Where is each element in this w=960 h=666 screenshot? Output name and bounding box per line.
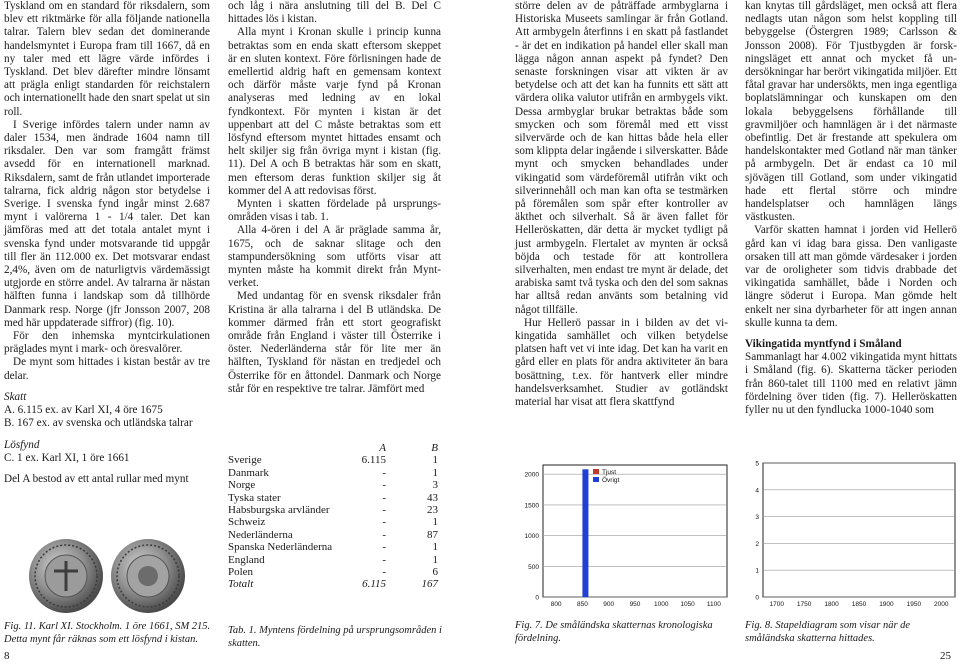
cell-b: 167 <box>421 578 438 591</box>
cell-b: 1 <box>432 466 438 479</box>
cell-name: Spanska Nederländerna <box>228 541 333 554</box>
cell-b: 1 <box>432 553 438 566</box>
list-item: B. 167 ex. av svenska och utländska talrar <box>4 417 193 430</box>
table-row <box>228 529 438 541</box>
cell-name: Sverige <box>228 454 262 467</box>
x-tick-label: 1700 <box>769 601 784 608</box>
subheading-losfynd: Lösfynd <box>4 438 40 451</box>
y-tick-label: 5 <box>755 460 759 468</box>
cell-a: - <box>382 516 386 529</box>
paragraph: Tyskland om en standard för riksdalern, som blev ett riktmärke för alla följande nationella talrar. Talern blev sedan det dominerande handelsmyntet i Europa fram till 1667, då en ny taler med ett lägre värde infördes i Tyskland. Det blev därefter mindre lönsamt att prägla enligt standarden för reichstalern och internationellt hade den snart spelat ut sin roll. <box>4 0 210 118</box>
paragraph: Del A bestod av ett antal rullar med mynt <box>4 472 189 485</box>
col-header-b: B <box>431 442 438 454</box>
cell-b: 43 <box>427 491 438 504</box>
table-row-total <box>228 578 438 590</box>
cell-a: - <box>382 566 386 579</box>
table-row <box>228 541 438 553</box>
plot-area <box>763 463 955 597</box>
fig7-chart <box>513 455 733 616</box>
table-row <box>228 467 438 479</box>
paragraph: Sammanlagt har 4.002 vikingatida mynt hittats i Småland (fig. 6). Skatterna täcker perioden från 860-talet till 1100 med en relativt jämn fördelning över tiden (fig. 7). Helleröskatten fyller nu ut den fyndlucka 1000-1040 som <box>745 351 957 417</box>
table-row <box>228 492 438 504</box>
page-number-left: 8 <box>4 650 10 662</box>
x-tick-label: 850 <box>576 601 588 608</box>
y-tick-label: 500 <box>528 563 539 571</box>
fig7-chart-svg <box>513 455 733 611</box>
cell-name: Danmark <box>228 466 269 479</box>
x-tick-label: 1050 <box>680 601 695 608</box>
coin-obverse <box>29 539 103 613</box>
table-1 <box>228 442 438 591</box>
cell-name: Nederländerna <box>228 528 293 541</box>
cell-name: Polen <box>228 566 254 579</box>
column-3 <box>515 0 728 409</box>
cell-name: Tyska stater <box>228 491 281 504</box>
paragraph: I Sverige infördes talern under namn av daler 1534, men ändrade 1604 namn till riksdaler. Den var som framgått främst avsedd för en internationell marknad. Riksdalern, samt de från utlandet importerade talrarna, fick aldrig någon stor betydelse i Sverige. I svenska fynd ingår minst 2.687 mynt i valörerna 1 - 1/4 taler. Det kan jämföras med att det totala antalet mynt i svenska fynd under motsvarande tid uppgår till fler än 112.000 ex. Det motsvarar endast 2,4%, även om de naturligtvis värdemässigt utgjorde en större andel. Av talrarna är nästan hälften funna i landskap som då tillhörde Danmark resp. Norge (jfr Jonsson 2007, 208 med här uppdaterade siffror) (fig. 10). <box>4 118 210 329</box>
page-number-right: 25 <box>940 650 951 662</box>
cell-name: Totalt <box>228 578 254 591</box>
section-heading: Vikingatida myntfynd i Småland <box>745 338 902 351</box>
x-tick-label: 1950 <box>906 601 922 608</box>
cell-b: 1 <box>432 516 438 529</box>
x-tick-label: 1100 <box>706 601 721 608</box>
subheading-skatt: Skatt <box>4 390 27 403</box>
fig8-chart <box>743 455 960 616</box>
paragraph: De mynt som hittades i kistan består av tre delar. <box>4 356 210 382</box>
list-item: C. 1 ex. Karl XI, 1 öre 1661 <box>4 451 130 464</box>
cell-name: Norge <box>228 479 256 492</box>
tab1-caption: Tab. 1. Myntens fördelning på ursprungsområden i skatten. <box>228 625 442 649</box>
x-tick-label: 2000 <box>934 601 949 608</box>
y-tick-label: 2000 <box>524 471 539 479</box>
x-tick-label: 1000 <box>654 601 669 608</box>
table-row <box>228 516 438 528</box>
plot-area <box>543 465 727 597</box>
y-tick-label: 0 <box>535 594 539 602</box>
column-4 <box>745 0 957 417</box>
paragraph: kan knytas till gårdsläget, men också att flera nedlagts utan någon som helst koppling till bebyggelse (Östergren 1989; Carlsson & Jonsson 2008). För Tjustbygden är forskningsläget ett annat och mycket få undersökningar har berört vikingatida miljöer. Ett fåtal gravar har undersökts, men inga egentliga boplatslämningar och kunskapen om den lokala bebyggelsens förhållande till gravmiljöer och hamnlägen är i det närmaste obefintlig. Det är frestande att spekulera om handelskontakter med Gotland när man tänker på armbygeln. Det är endast ca 10 mil sjövägen till Gotland, som under vikingatid hade ett flertal större och mindre handelsplatser och hamnlägen längs västkusten. <box>745 0 957 224</box>
cell-a: 6.115 <box>362 578 386 591</box>
y-tick-label: 2 <box>755 540 759 548</box>
paragraph: För den inhemska myntcirkulationen präglades mynt i mark- och öresvalörer. <box>4 330 210 356</box>
table-row <box>228 554 438 566</box>
table-row <box>228 504 438 516</box>
paragraph: större delen av de påträffade armbyglarna i Historiska Museets samlingar är från Gotland. Att armbygeln återfinns i en skatt på fastlandet - är det en indikation på handel eller skall man lägga någon annan aspekt på fyndet? Den senaste forskningen visar att vikten är av betydelse och att det kan ha funnits ett sätt att värdera olika valutor utifrån en armbygels vikt. Dessa armbyglar brukar betraktas både som smycken och som föremål med ett visst silvervärde och de kan hittas både hela eller som klippta delar ingående i silverskatter. Både mynt och smycken behandlades under vikingatid som värdeföremål utifrån vikt och silverinnehåll och man kan ofta se testmärken på föremålen som spår efter kontroller av äkthet och silverhalt. Så är även fallet för Helleröskatten, där detta är mycket tydligt på just armbygeln. Flertalet av mynten är också böjda och testade för att kontrollera silverhalten, men endast tre mynt är delade, det arabiska samt två tyska och den del som saknas har alltså redan använts som betalning vid något tillfälle. <box>515 0 728 316</box>
y-tick-label: 1500 <box>524 502 539 510</box>
x-tick-label: 1900 <box>879 601 894 608</box>
cell-b: 87 <box>427 528 438 541</box>
y-tick-label: 4 <box>755 487 759 495</box>
cell-a: 6.115 <box>361 454 386 467</box>
cell-a: - <box>382 504 386 517</box>
cell-b: 3 <box>432 479 438 492</box>
column-2 <box>228 0 441 396</box>
fig7-caption: Fig. 7. De småländska skatternas kronologiska fördelning. <box>515 620 713 644</box>
list-item: A. 6.115 ex. av Karl XI, 4 öre 1675 <box>4 404 163 417</box>
legend-label: Tjust <box>602 469 617 476</box>
cell-a: - <box>382 466 386 479</box>
x-tick-label: 950 <box>629 601 641 608</box>
column-1 <box>4 0 210 486</box>
table-row <box>228 479 438 491</box>
table-row <box>228 566 438 578</box>
table-header-row <box>228 442 438 454</box>
fig8-caption: Fig. 8. Stapeldiagram som visar när de småländska skatterna hittades. <box>745 620 911 644</box>
paragraph: Mynten i skatten fördelade på ursprungsområden visas i tab. 1. <box>228 198 441 224</box>
x-tick-label: 1850 <box>851 601 867 608</box>
cell-a: - <box>382 541 386 554</box>
paragraph: Med undantag för en svensk riksdaler från Kristina är alla talrarna i del B utländska. De kommer därmed från ett stort geografiskt område från England i väster till Österrike i öster. Nederländerna står för lite mer än hälften, Tyskland för nästan en tredjedel och Österrike för en åttondel. Danmark och Norge står för en respektive tre talrar. Jämfört med <box>228 290 441 395</box>
paragraph: Hur Hellerö passar in i bilden av det vikingatida samhället och vilken betydelse platsen haft vet vi inte idag. Det kan ha varit en gård eller en plats för andra aktiviteter än bara bosättning, t.ex. för hantverk eller mindre handelsverksamhet. Studier av gotländskt material har visat att flera skattfynd <box>515 316 728 409</box>
x-tick-label: 800 <box>550 601 562 608</box>
legend-swatch <box>593 477 599 482</box>
y-tick-label: 1000 <box>524 533 539 541</box>
fig8-chart-svg <box>743 455 960 611</box>
cell-name: Schweiz <box>228 516 266 529</box>
x-tick-label: 1800 <box>824 601 839 608</box>
cell-b: 1 <box>432 541 438 554</box>
cell-b: 23 <box>427 504 438 517</box>
cell-b: 1 <box>432 454 438 467</box>
cell-a: - <box>382 553 386 566</box>
paragraph: Alla mynt i Kronan skulle i princip kunna betraktas som en enda skatt eftersom skeppet är en sluten kontext. Före förlisningen hade de emellertid aldrig haft en gemensam kontext och därför måste varje fynd på Kronan analyseras med ledning av en lokal fyndkontext. För mynten i kistan är det uppenbart att del C måste betraktas som ett lösfynd eftersom myntet hittades ensamt och helt skiljer sig från övriga mynt i kistan (fig. 11). Del A och B betraktas här som en skatt, men eftersom deras funktion skiljer sig åt kommer del A att redovisas först. <box>228 26 441 197</box>
paragraph: Varför skatten hamnat i jorden vid Hellerö gård kan vi idag bara gissa. Den vanligaste orsaken till att man gömde värdesaker i jorden var de oroligheter som tidvis drabbade det vikingatida samhället, både i Norden och längre söderut i Europa. Man gömde helt enkelt ner sina dyrbarheter för att ingen annan skulle kunna ta dem. <box>745 224 957 329</box>
coin-photo <box>4 535 210 617</box>
x-tick-label: 900 <box>603 601 615 608</box>
bar <box>582 469 588 597</box>
fig11-caption: Fig. 11. Karl XI. Stockholm. 1 öre 1661, SM 215. Detta mynt får räknas som ett lösfynd i kistan. <box>4 621 211 645</box>
cell-a: - <box>382 491 386 504</box>
cell-name: Habsburgska arvländer <box>228 504 330 517</box>
y-tick-label: 0 <box>755 594 759 602</box>
legend-swatch <box>593 469 599 474</box>
cell-name: England <box>228 553 265 566</box>
cell-a: - <box>382 528 386 541</box>
paragraph: och låg i nära anslutning till del B. Del C hittades lös i kistan. <box>228 0 441 26</box>
table-row <box>228 454 438 466</box>
legend-label: Övrigt <box>602 477 620 484</box>
y-tick-label: 3 <box>755 514 759 522</box>
paragraph: Alla 4-ören i del A är präglade samma år, 1675, och de saknar slitage och den stampundersökning som utförts visar att mynten måste ha kommit direkt från Myntverket. <box>228 224 441 290</box>
cell-b: 6 <box>432 566 438 579</box>
coin-reverse <box>111 539 185 613</box>
col-header-a: A <box>379 442 386 454</box>
x-tick-label: 1750 <box>796 601 812 608</box>
cell-a: - <box>382 479 386 492</box>
y-tick-label: 1 <box>755 567 759 575</box>
